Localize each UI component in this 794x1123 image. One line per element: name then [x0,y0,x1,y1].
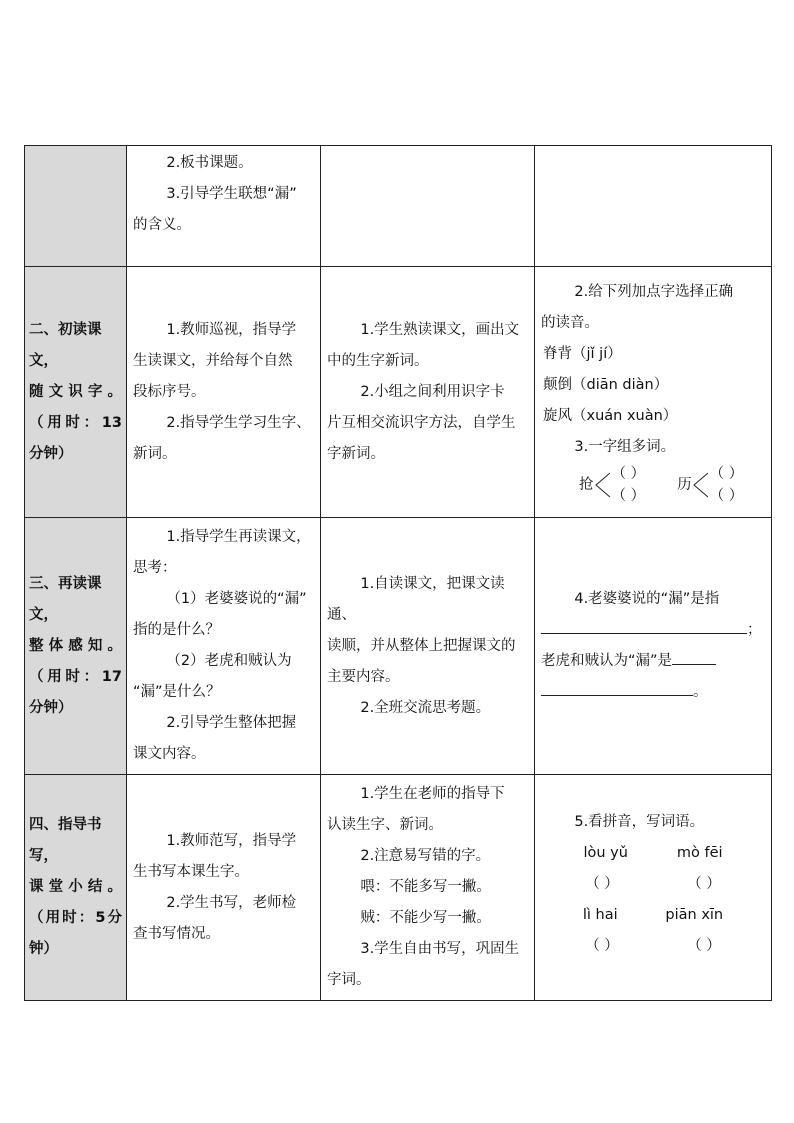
answer-blank: （ ） [687,938,721,954]
answer-blank: （ ） [709,466,744,482]
teacher-activity-cell [127,775,321,1001]
student-activity-cell [321,518,535,775]
answer-blank: （ ） [611,488,646,504]
stage-title: 四、指导书写， [29,817,102,864]
char-group-2 [677,463,743,507]
text-line: 片互相交流识字方法，自学生 [327,414,516,431]
text-line: 喂：不能多写一撇。 [360,879,491,895]
text-line: 认读生字、新词。 [327,817,443,833]
practice-cell [535,267,772,518]
stage-time: （用时：5分 [29,910,122,926]
answer-blank: （ ） [611,466,646,482]
text-line: 2.板书课题。 [166,155,253,171]
text-line: 1.学生熟读课文，画出文 [360,321,520,338]
text-line: 思考： [133,560,177,576]
text-line: 2.全班交流思考题。 [360,699,491,716]
table-row [25,775,772,1001]
text-line: “漏”是什么？ [133,684,221,700]
base-character: 抢 [579,477,594,493]
stage-subtitle: 课堂小结。 [29,879,122,895]
word-group-exercise [541,463,765,507]
teacher-activity-cell [127,146,321,267]
stage-cell [25,146,127,267]
pinyin-row [541,838,765,869]
text-line: 2.指导学生学习生字、 [166,414,311,431]
question-line: 4.老婆婆说的“漏”是指 [574,591,720,607]
pinyin-row [541,900,765,931]
question-line: 2.给下列加点字选择正确 [574,284,734,300]
stage-subtitle: 整体感知。 [29,637,122,654]
answer-blank [672,650,716,665]
teacher-activity-cell [127,518,321,775]
answer-row [541,931,765,962]
lesson-plan-table [24,145,772,1001]
answer-blank: （ ） [687,876,721,892]
text-line: 2.注意易写错的字。 [360,848,491,864]
answer-line: 。 [541,677,765,708]
reading-option: 旋风（xuán xuàn） [543,408,678,424]
table-row [25,518,772,775]
text-line: 新词。 [133,445,177,462]
pinyin-word: piān xīn [665,907,724,923]
text-line: 主要内容。 [327,668,400,685]
question-text: 老虎和贼认为“漏”是 [541,653,673,669]
base-character: 历 [677,477,692,493]
answer-blank: （ ） [585,876,619,892]
stage-cell [25,267,127,518]
text-line: 3.引导学生联想“漏” [166,186,297,202]
text-line: （1）老婆婆说的“漏” [166,591,307,607]
pinyin-word: lì hai [582,907,618,923]
practice-cell [535,775,772,1001]
stage-time-unit: 钟） [29,941,58,957]
branch-icon [692,471,708,499]
text-line: 中的生字新词。 [327,352,429,369]
question-line: 的读音。 [541,315,599,331]
pinyin-word: mò fēi [676,845,723,861]
answer-line [541,646,765,677]
stage-cell [25,518,127,775]
student-activity-cell [321,775,535,1001]
answer-blank [541,681,693,696]
table-row [25,267,772,518]
answer-row [541,869,765,900]
text-line: 字新词。 [327,445,385,462]
text-line: 的含义。 [133,217,191,233]
text-line: 查书写情况。 [133,925,220,942]
answer-blank: （ ） [585,938,619,954]
text-line: 指的是什么？ [133,622,220,638]
question-line: 5.看拼音，写词语。 [574,814,705,830]
student-activity-cell [321,146,535,267]
answer-blank: （ ） [709,488,744,504]
branch-icon [594,471,610,499]
teacher-activity-cell [127,267,321,518]
stage-title: 二、初读课文， [29,321,102,369]
stage-time-unit: 分钟） [29,699,73,716]
practice-cell [535,518,772,775]
student-activity-cell [321,267,535,518]
table-row [25,146,772,267]
answer-line: ； [541,615,765,646]
text-line: 字词。 [327,972,371,988]
text-line: 段标序号。 [133,383,206,400]
text-line: 1.自读课文，把课文读通、 [327,575,505,623]
reading-option: 颠倒（diān diàn） [543,377,669,393]
stage-cell [25,775,127,1001]
stage-time: （用时：13 [29,414,122,431]
text-line: 2.学生书写，老师检 [166,894,297,911]
question-line: 3.一字组多词。 [574,439,676,455]
text-line: 1.学生在老师的指导下 [360,786,505,802]
text-line: （2）老虎和贼认为 [166,653,292,669]
stage-time-unit: 分钟） [29,445,73,462]
text-line: 生读课文，并给每个自然 [133,352,293,369]
pinyin-word: lòu yǔ [583,845,628,861]
text-line: 2.引导学生整体把握 [166,715,297,731]
text-line: 课文内容。 [133,746,206,762]
text-line: 读顺，并从整体上把握课文的 [327,637,516,654]
text-line: 2.小组之间利用识字卡 [360,383,505,400]
text-line: 1.指导学生再读课文， [166,529,311,545]
stage-subtitle: 随文识字。 [29,383,122,400]
stage-title: 三、再读课文， [29,575,102,623]
char-group-1 [579,463,645,507]
reading-option: 脊背（jǐ jí） [543,346,622,362]
stage-time: （用时：17 [29,668,122,685]
text-line: 贼：不能少写一撇。 [360,910,491,926]
text-line: 3.学生自由书写，巩固生 [360,941,520,957]
answer-blank [541,619,747,634]
text-line: 1.教师巡视，指导学 [166,321,297,338]
text-line: 1.教师范写，指导学 [166,832,297,849]
text-line: 生书写本课生字。 [133,863,249,880]
practice-cell [535,146,772,267]
